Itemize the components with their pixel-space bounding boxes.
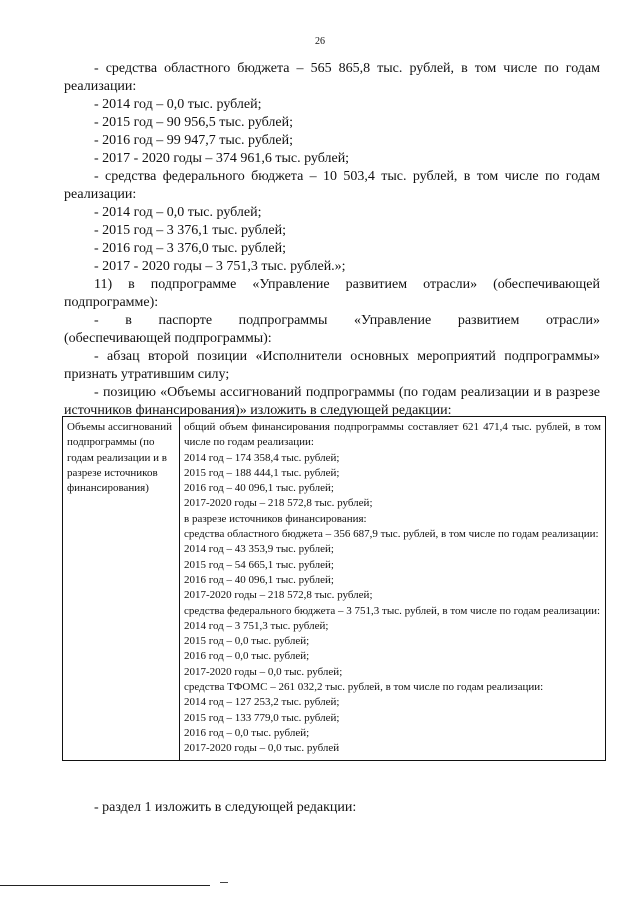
paragraph-item-11: 11) в подпрограмме «Управление развитием отрасли» (обеспечивающей подпрограмме): (64, 277, 600, 310)
paragraph-year-2016: - 2016 год – 99 947,7 тыс. рублей; (94, 133, 294, 148)
table-line: 2015 год – 188 444,1 тыс. рублей; (184, 466, 340, 479)
paragraph-year-2015: - 2015 год – 3 376,1 тыс. рублей; (94, 223, 287, 238)
footnote-separator (0, 885, 210, 886)
passport-word: «Управление (354, 313, 432, 328)
footnote-mark (220, 882, 228, 883)
paragraph-regional-budget: - средства областного бюджета – 565 865,8 тыс. рублей, в том числе по годам реализации: (64, 61, 600, 94)
table-line: 2016 год – 40 096,1 тыс. рублей; (184, 482, 334, 495)
paragraph-year-2015: - 2015 год – 90 956,5 тыс. рублей; (94, 115, 294, 130)
paragraph-allocations: - позицию «Объемы ассигнований подпрограммы (по годам реализации и в разрезе источников финансирования)» изложить в следующей редакции: (64, 385, 600, 418)
table-line: 2017-2020 годы – 0,0 тыс. рублей (184, 742, 340, 755)
table-line: в разрезе источников финансирования: (184, 512, 367, 525)
table-line: 2014 год – 3 751,3 тыс. рублей; (184, 619, 329, 632)
paragraph-year-2014: - 2014 год – 0,0 тыс. рублей; (94, 97, 262, 112)
table-line: 2015 год – 0,0 тыс. рублей; (184, 635, 310, 648)
table-line: 2015 год – 54 665,1 тыс. рублей; (184, 558, 334, 571)
table-line: 2016 год – 0,0 тыс. рублей; (184, 650, 310, 663)
table-line: 2014 год – 127 253,2 тыс. рублей; (184, 696, 340, 709)
passport-word: - (94, 313, 99, 328)
table-row (63, 417, 606, 761)
table-label-cell: Объемы ассигнований подпрограммы (по годам реализации и в разрезе источников финансирования) (63, 417, 180, 761)
paragraph-years-2017-2020: - 2017 - 2020 годы – 3 751,3 тыс. рублей.»; (94, 259, 346, 274)
table-line: общий объем финансирования подпрограммы составляет 621 471,4 тыс. рублей, в том числе по годам реализации: (184, 421, 601, 449)
paragraph-passport-tail: (обеспечивающей подпрограммы): (64, 331, 272, 346)
funding-table (62, 416, 606, 761)
paragraph-executors: - абзац второй позиции «Исполнители основных мероприятий подпрограммы» признать утратившим силу; (64, 349, 600, 382)
table-value-cell (180, 417, 606, 761)
table-line: 2014 год – 174 358,4 тыс. рублей; (184, 451, 340, 464)
table-line: 2017-2020 годы – 0,0 тыс. рублей; (184, 665, 343, 678)
table-line: 2016 год – 0,0 тыс. рублей; (184, 726, 310, 739)
passport-word: развитием (457, 313, 520, 328)
paragraph-year-2016: - 2016 год – 3 376,0 тыс. рублей; (94, 241, 287, 256)
body-text (64, 60, 600, 420)
table-line: 2014 год – 43 353,9 тыс. рублей; (184, 543, 334, 556)
table-line: 2015 год – 133 779,0 тыс. рублей; (184, 711, 340, 724)
table-line: 2017-2020 годы – 218 572,8 тыс. рублей; (184, 497, 373, 510)
passport-word: подпрограммы (238, 313, 328, 328)
table-line: 2016 год – 40 096,1 тыс. рублей; (184, 573, 334, 586)
table-line: средства областного бюджета – 356 687,9 тыс. рублей, в том числе по годам реализации: (184, 528, 599, 541)
table-line: средства ТФОМС – 261 032,2 тыс. рублей, в том числе по годам реализации: (184, 681, 544, 694)
page-number: 26 (315, 36, 325, 47)
paragraph-years-2017-2020: - 2017 - 2020 годы – 374 961,6 тыс. рублей; (94, 151, 350, 166)
table-line: 2017-2020 годы – 218 572,8 тыс. рублей; (184, 589, 373, 602)
paragraph-federal-budget: - средства федерального бюджета – 10 503,4 тыс. рублей, в том числе по годам реализации: (64, 169, 600, 202)
passport-word: в (125, 313, 132, 328)
passport-word: паспорте (158, 313, 213, 328)
passport-word: отрасли» (545, 313, 600, 328)
table-line: средства федерального бюджета – 3 751,3 тыс. рублей, в том числе по годам реализации: (184, 604, 601, 617)
paragraph-passport-line (64, 312, 600, 330)
paragraph-year-2014: - 2014 год – 0,0 тыс. рублей; (94, 205, 262, 220)
paragraph-section-1: - раздел 1 изложить в следующей редакции: (94, 800, 357, 815)
